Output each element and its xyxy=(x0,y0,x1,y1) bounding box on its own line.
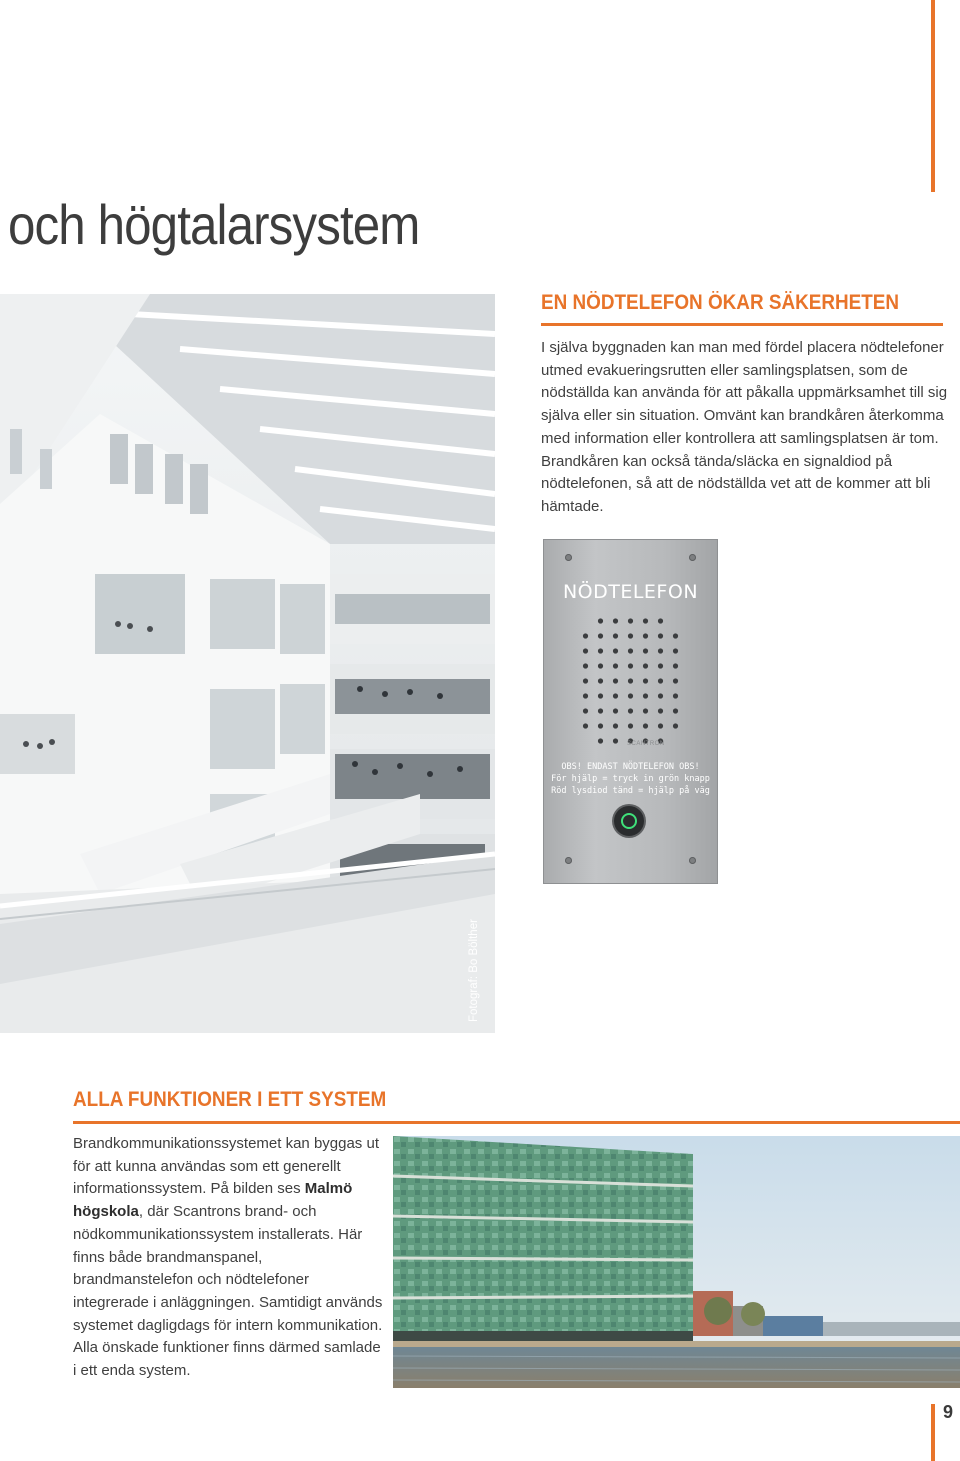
speaker-hole xyxy=(598,663,603,668)
notice-line: För hjälp = tryck in grön knapp xyxy=(551,774,710,784)
footer-accent-bar xyxy=(931,1404,935,1461)
body-text-emphasis: Malmö högskola xyxy=(73,1180,353,1221)
emergency-phone-label: NÖDTELEFON xyxy=(562,581,699,603)
speaker-hole xyxy=(643,693,648,698)
speaker-hole xyxy=(598,723,603,728)
speaker-hole xyxy=(583,708,588,713)
atrium-photo xyxy=(0,294,495,1033)
speaker-hole xyxy=(583,633,588,638)
speaker-hole xyxy=(673,678,678,683)
body-text-part: Brandkommunikationssystemet kan byggas ut för att kunna användas som ett generellt informationssystem. På bilden ses xyxy=(73,1135,379,1198)
speaker-hole xyxy=(643,723,648,728)
speaker-hole xyxy=(598,738,603,743)
page-heading: och högtalarsystem xyxy=(8,193,420,256)
speaker-hole xyxy=(673,633,678,638)
speaker-hole xyxy=(658,633,663,638)
speaker-hole xyxy=(643,618,648,623)
speaker-hole xyxy=(628,663,633,668)
speaker-hole xyxy=(583,648,588,653)
speaker-hole xyxy=(598,648,603,653)
speaker-hole xyxy=(613,708,618,713)
speaker-hole xyxy=(658,693,663,698)
speaker-hole xyxy=(658,708,663,713)
body-text-part: , där Scantrons brand- och nödkommunikationssystem installerats. Här finns både brandmanspanel, brandmanstelefon och nödtelefoner integrerade i anläggningen. Samtidigt används systemet dagligdags för intern kommunikation. Alla önskade funktioner finns därmed samlade i ett enda system. xyxy=(73,1203,383,1380)
photo-credit: Fotograf: Bo Bölther xyxy=(468,919,480,1022)
speaker-hole xyxy=(628,618,633,623)
speaker-hole xyxy=(673,708,678,713)
speaker-hole xyxy=(673,648,678,653)
speaker-hole xyxy=(583,693,588,698)
emergency-phone-photo xyxy=(543,539,718,884)
speaker-hole xyxy=(613,738,618,743)
speaker-hole xyxy=(613,663,618,668)
speaker-hole xyxy=(658,618,663,623)
speaker-hole xyxy=(628,633,633,638)
speaker-hole xyxy=(598,633,603,638)
section-body-emergency-phone: I själva byggnaden kan man med fördel placera nödtelefoner utmed evakueringsrutten eller samlingsplatsen, som de nödställda kan använda för att påkalla uppmärksamhet till sig själva eller sin situation. Omvänt kan brandkåren återkomma med information eller kontrollera att samlingsplatsen är tom. Brandkåren kan också tända/släcka en signaldiod på nödtelefonen, så att de nödställda vet att de kommer att bli hämtade. xyxy=(541,339,948,515)
speaker-hole xyxy=(598,618,603,623)
speaker-hole xyxy=(583,663,588,668)
speaker-hole xyxy=(643,678,648,683)
speaker-hole xyxy=(628,708,633,713)
speaker-hole xyxy=(628,723,633,728)
speaker-hole xyxy=(658,678,663,683)
speaker-hole xyxy=(613,648,618,653)
speaker-hole xyxy=(583,678,588,683)
speaker-hole xyxy=(628,693,633,698)
speaker-hole xyxy=(673,723,678,728)
speaker-hole xyxy=(643,633,648,638)
section-title-all-functions: ALLA FUNKTIONER I ETT SYSTEM xyxy=(73,1088,387,1111)
emergency-phone-brand: SCANTRON xyxy=(627,741,665,747)
speaker-hole xyxy=(658,723,663,728)
page-number: 9 xyxy=(943,1402,954,1422)
speaker-hole xyxy=(613,693,618,698)
call-button-icon xyxy=(614,806,644,836)
notice-line: Röd lysdiod tänd = hjälp på väg xyxy=(551,786,710,796)
speaker-hole xyxy=(613,633,618,638)
section-divider xyxy=(73,1121,960,1124)
speaker-hole xyxy=(613,678,618,683)
speaker-hole xyxy=(643,663,648,668)
speaker-hole xyxy=(643,648,648,653)
speaker-hole xyxy=(598,693,603,698)
emergency-phone-notice xyxy=(543,761,718,797)
top-accent-bar xyxy=(931,0,935,192)
speaker-hole xyxy=(643,708,648,713)
speaker-hole xyxy=(673,693,678,698)
speaker-hole xyxy=(658,648,663,653)
speaker-hole xyxy=(613,723,618,728)
speaker-hole xyxy=(598,678,603,683)
speaker-hole xyxy=(613,618,618,623)
speaker-hole xyxy=(598,708,603,713)
speaker-hole xyxy=(628,678,633,683)
building-photo xyxy=(393,1136,960,1388)
section-body-all-functions xyxy=(73,1133,383,1383)
notice-line: OBS! ENDAST NÖDTELEFON OBS! xyxy=(561,762,700,772)
section-divider xyxy=(541,323,943,326)
speaker-hole xyxy=(673,663,678,668)
section-title-emergency-phone: EN NÖDTELEFON ÖKAR SÄKERHETEN xyxy=(541,291,900,314)
speaker-hole xyxy=(658,663,663,668)
speaker-hole xyxy=(628,648,633,653)
speaker-hole xyxy=(583,723,588,728)
